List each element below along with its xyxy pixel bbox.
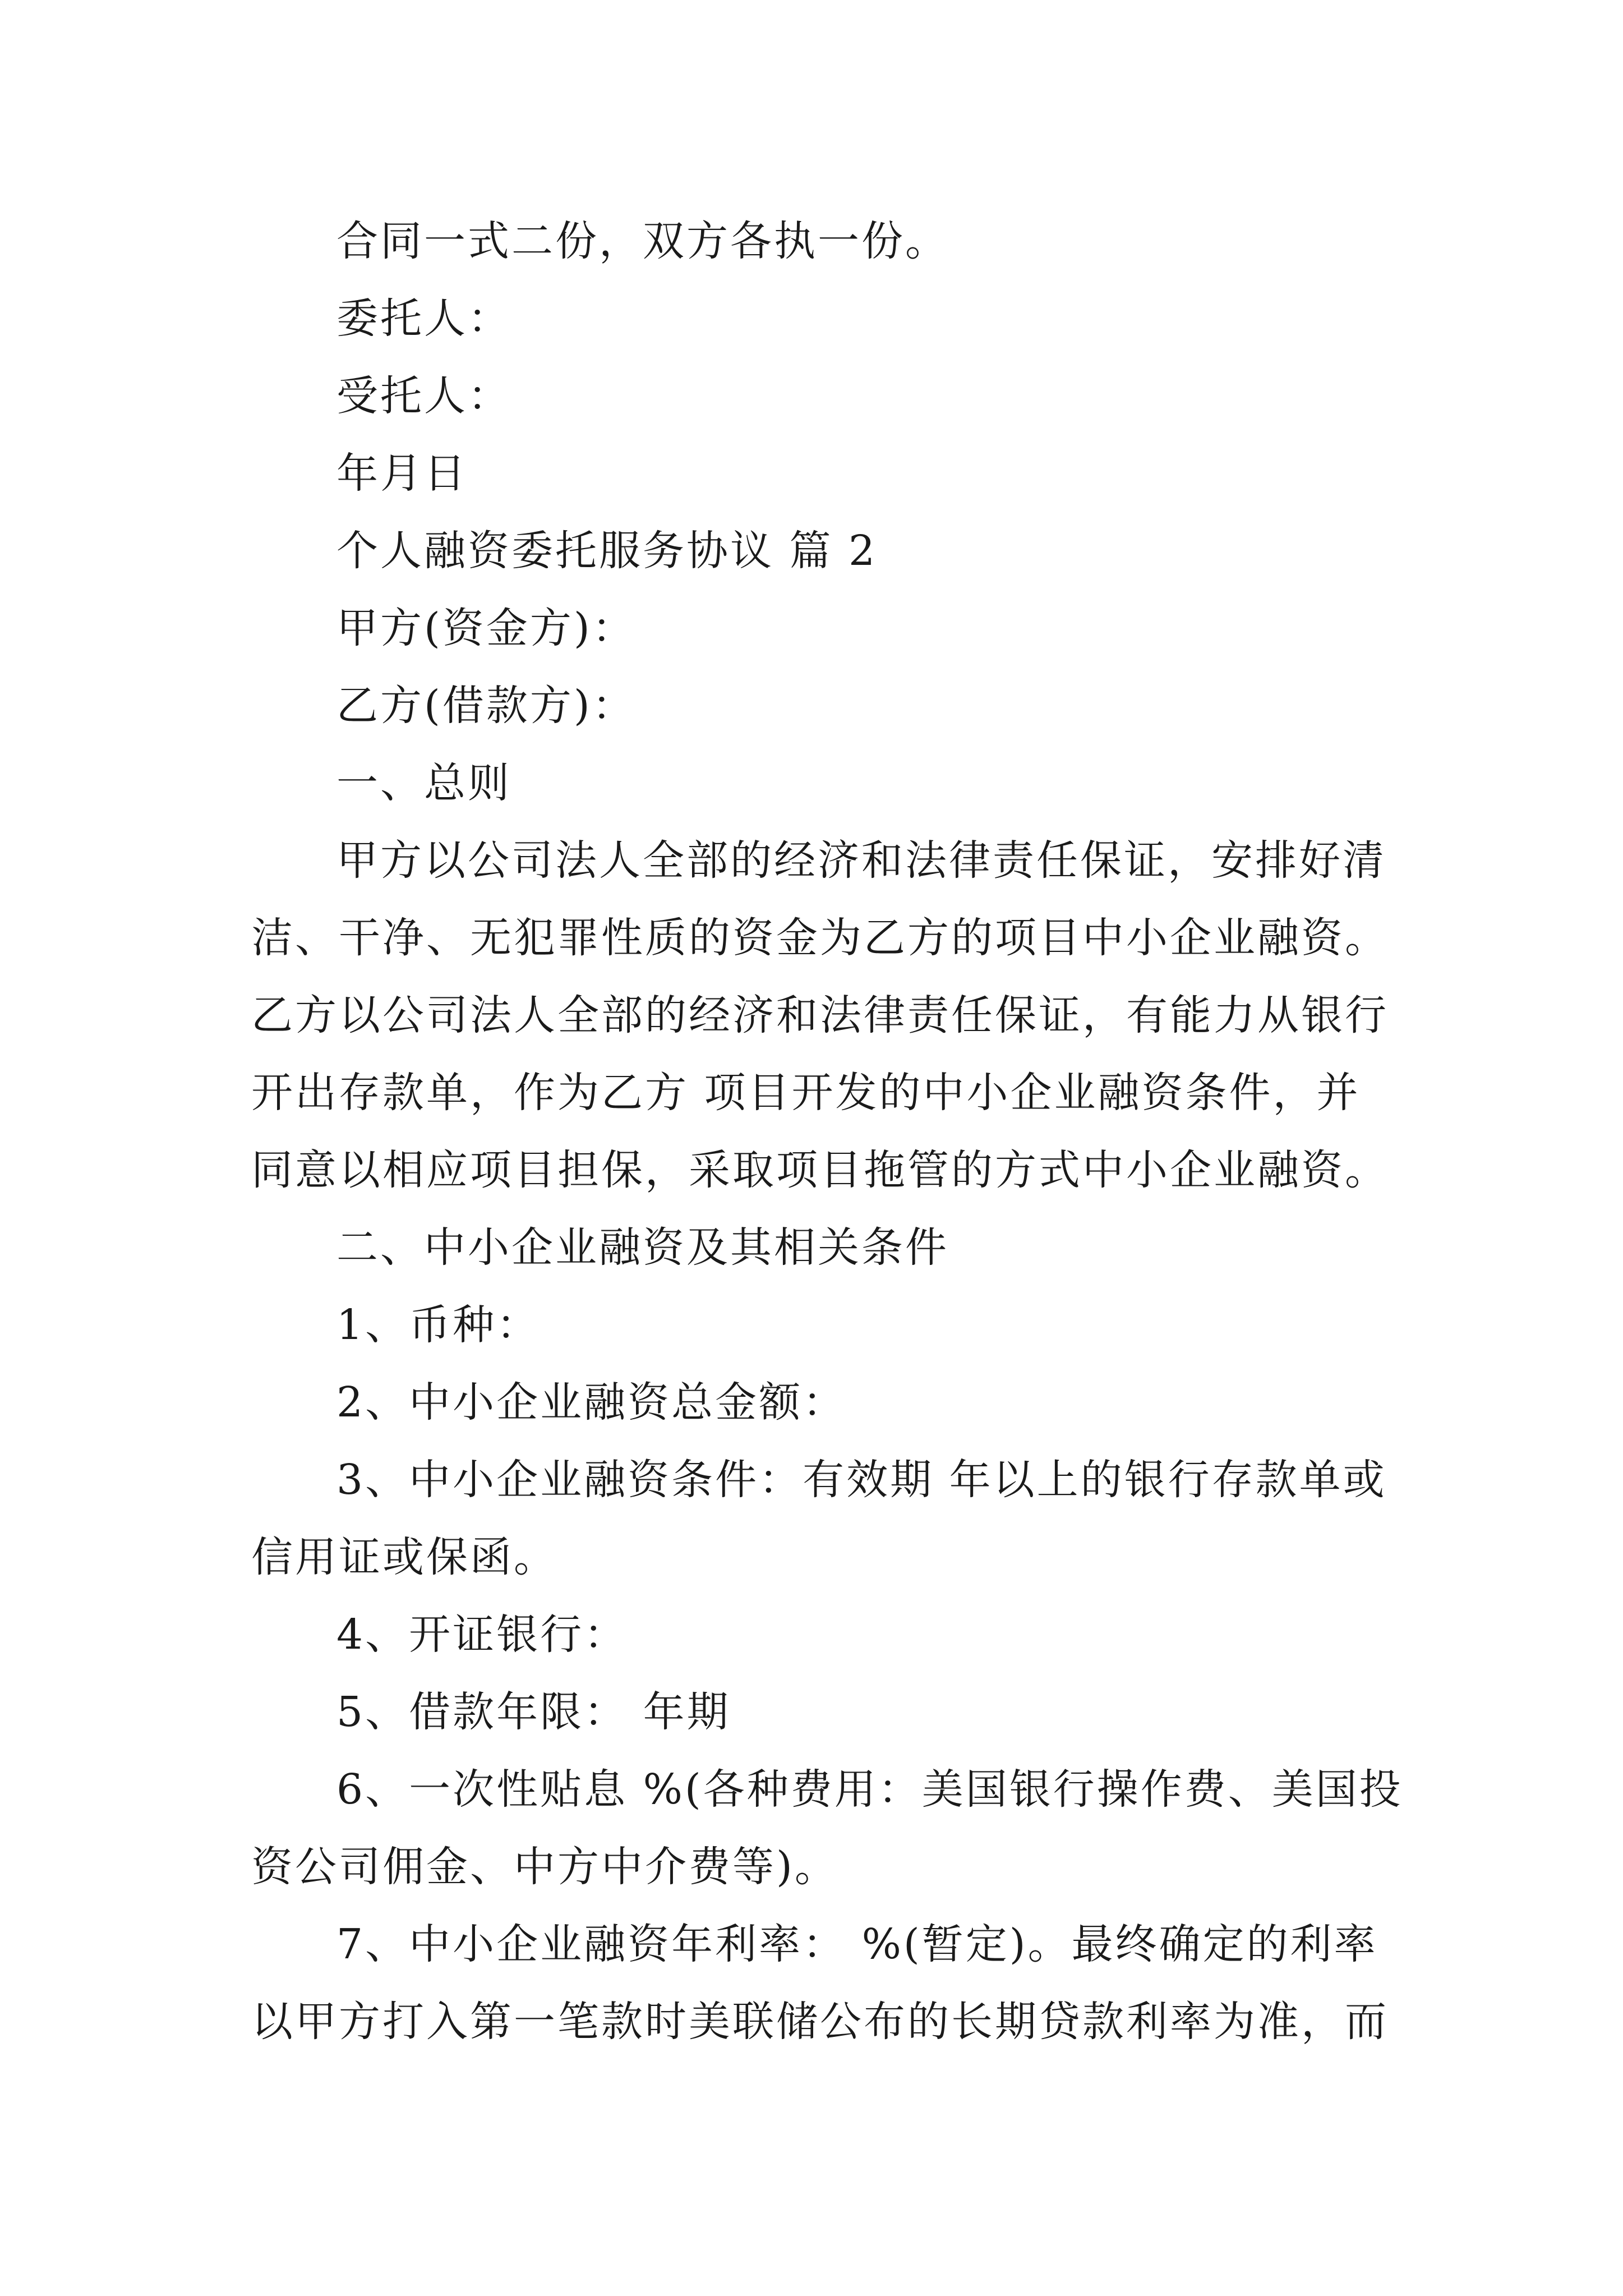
paragraph-line: 开出存款单，作为乙方 项目开发的中小企业融资条件，并 <box>251 1069 1361 1117</box>
party-a-line: 甲方(资金方)： <box>336 604 636 652</box>
item-currency: 1、币种： <box>336 1301 541 1349</box>
section-title: 个人融资委托服务协议 篇 2 <box>336 527 878 575</box>
item-issuing-bank: 4、开证银行： <box>336 1611 628 1659</box>
date-line: 年月日 <box>336 449 468 498</box>
paragraph-line: 同意以相应项目担保，采取项目拖管的方式中小企业融资。 <box>251 1146 1389 1194</box>
general-heading: 一、总则 <box>336 759 511 807</box>
paragraph-line: 信用证或保函。 <box>251 1533 557 1581</box>
principal-line: 委托人： <box>336 295 511 343</box>
item-annual-rate: 7、中小企业融资年利率： %(暂定)。最终确定的利率 <box>336 1920 1378 1968</box>
item-discount: 6、一次性贴息 %(各种费用：美国银行操作费、美国投 <box>336 1765 1403 1814</box>
paragraph-line: 资公司佣金、中方中介费等)。 <box>251 1843 838 1891</box>
paragraph-line: 以甲方打入第一笔款时美联储公布的长期贷款利率为准，而 <box>251 1998 1389 2046</box>
item-loan-term: 5、借款年限： 年期 <box>336 1688 731 1736</box>
item-financing-conditions: 3、中小企业融资条件：有效期 年以上的银行存款单或 <box>336 1456 1387 1504</box>
conditions-heading: 二、中小企业融资及其相关条件 <box>336 1223 949 1272</box>
paragraph-line: 甲方以公司法人全部的经济和法律责任保证，安排好清 <box>336 836 1386 885</box>
item-total-amount: 2、中小企业融资总金额： <box>336 1378 847 1427</box>
agent-line: 受托人： <box>336 372 511 420</box>
paragraph-line: 乙方以公司法人全部的经济和法律责任保证，有能力从银行 <box>251 991 1389 1039</box>
paragraph-line: 洁、干净、无犯罪性质的资金为乙方的项目中小企业融资。 <box>251 914 1389 962</box>
party-b-line: 乙方(借款方)： <box>336 682 636 730</box>
contract-copies-line: 合同一式二份，双方各执一份。 <box>336 217 949 265</box>
